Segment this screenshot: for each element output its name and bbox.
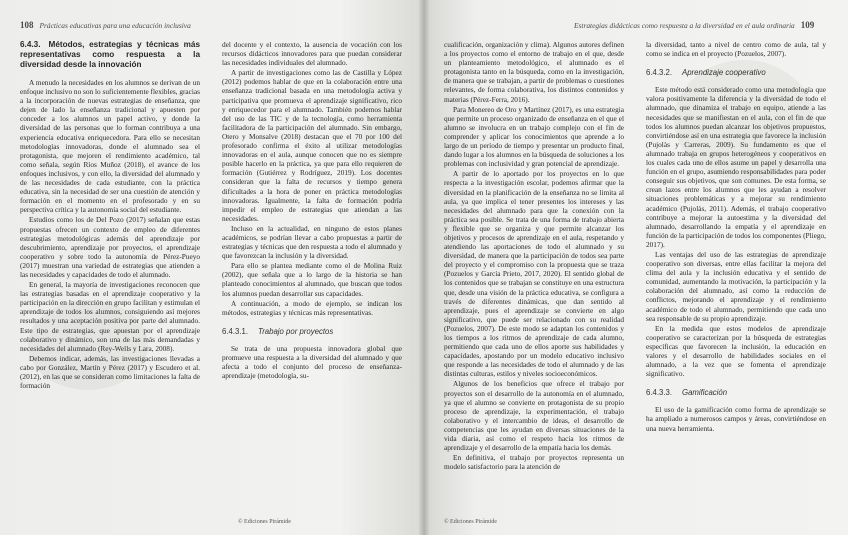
left-footer: © Ediciones Pirámide [238,519,291,525]
subsection-heading [646,68,826,77]
right-footer: © Ediciones Pirámide [444,519,497,525]
paragraph: Este método está considerado como una metodología que valora positivamente la diferencia y la diversidad de todo el alumnado, que dinamiza el trabajo en equipo, atiende a las necesidades que se manifiestan en el aula, con el fin de que todos los alumnos puedan alcanzar los objetivos propuestos, convirtiéndose así en una estrategia que favorece la inclusión (Pujolàs y Carreras, 2009). Su fundamento es que el alumnado trabaja en grupos heterogéneos y cooperativos en los cuales cada uno de ellos asume un papel y desarrolla una función en el grupo, asumiendo responsabilidades para poder conseguir sus objetivos, que son comunes. De esta forma, se crean lazos entre los alumnos que les ayudan a resolver situaciones problemáticas y a mejorar su rendimiento académico (Pujolàs, 2011). Además, el trabajo cooperativo contribuye a mejorar la autoestima y la diversidad del alumnado, desarrollando la empatía y el aprendizaje en función de la participación de todos los componentes (Pliego, 2017). [646,85,826,249]
right-running-head [574,20,814,30]
section-heading [20,40,200,70]
subsection-number: 6.4.3.1. [222,326,249,336]
left-column-1 [20,40,200,391]
left-running-head [20,20,191,30]
paragraph: Para Monereo de Oro y Martínez (2017), es una estrategia que permite un proceso organizado de enseñanza en el que el alumno se involucra en un trabajo complejo con el fin de comprender y aplicar los conocimientos que aprende a lo largo de un período de tiempo y presentar un producto final, dando lugar a los alumnos en la búsqueda de soluciones a los problemas con inclusividad y gran potencial de aprendizaje. [444,104,624,169]
paragraph: Debemos indicar, además, las investigaciones llevadas a cabo por González, Martín y Pérez (2017) y Escudero et al. (2012), en las que se consideran como limitaciones la falta de formación [20,353,200,391]
subsection-number: 6.4.3.2. [646,68,673,78]
paragraph: En definitiva, el trabajo por proyectos representa un modelo satisfactorio para la atención de [444,453,624,472]
section-number: 6.4.3. [20,40,41,49]
right-column-1 [444,40,624,472]
section-title: Métodos, estrategias y técnicas más representativas como respuesta a la diversidad desde la innovación [20,40,200,69]
subsection-title: Gamificación [682,388,728,398]
subsection-title: Aprendizaje cooperativo [682,68,766,78]
left-running-title: Prácticas educativas para una educación inclusiva [39,21,191,30]
paragraph: A continuación, a modo de ejemplo, se indican los métodos, estrategias y técnicas más representativas. [222,298,402,317]
right-column-2 [646,40,826,434]
paragraph: del docente y el contexto, la ausencia de vocación con los recursos didácticos innovadores para que puedan considerar las necesidades individuales del alumnado. [222,40,402,68]
right-page [424,0,848,535]
paragraph: En la medida que estos modelos de aprendizaje cooperativo se caracterizan por la búsqueda de estrategias específicas que favorecen la inclusión, la educación en valores y el desarrollo de habilidades sociales en el alumnado, a la vez que se fomenta el aprendizaje significativo. [646,323,826,379]
left-column-2 [222,40,402,381]
paragraph: la diversidad, tanto a nivel de centro como de aula, tal y como se indica en el proyecto (Pozuelos, 2007). [646,40,826,59]
paragraph: A menudo la necesidades en los alumnos se derivan de un enfoque inclusivo no son lo suficientemente flexibles, gracias a la incorporación de nuevas estrategias de enseñanza, que dejen de lado la enseñanza tradicional y apuesten por conceder a los alumnos un papel activo, y donde la diversidad de las personas que lo forman contribuya a una experiencia educativa enriquecedora. Para ello se necesitan metodologías innovadoras, donde el alumnado sea el protagonista, que mejoren el rendimiento académico, tal como señala, según Ríos Muñoz (2018), el avance de los enfoques inclusivos, y con ello, la diversidad del alumnado y de las necesidades de cada estudiante, con la práctica educativa, sin la necesidad de ser una cuestión de atención y formación en el momento en el profesorado y en su perspectiva crítica y la autonomía social del estudiante. [20,78,200,215]
paragraph: Estudios como los de Del Pozo (2017) señalan que estas propuestas ofrecen un contexto de empleo de diferentes estrategias metodológicas además del aprendizaje por descubrimiento, aprendizaje por proyectos, el aprendizaje cooperativo y sobre todo la autonomía de Pérez-Pueyo (2017) muestran una variedad de estrategias que atienden a las necesidades y capacidades de todo el alumnado. [20,215,200,279]
paragraph: Algunos de los beneficios que ofrece el trabajo por proyectos son el desarrollo de la autonomía en el alumnado, ya que el alumno se convierte en protagonista de su propio proceso de aprendizaje, la experimentación, el trabajo colaborativo y el intercambio de ideas, el desarrollo de competencias que les ayudan en diversas situaciones de la vida diaria, así como el respeto hacia los ritmos de aprendizaje y el desarrollo de la empatía hacia los demás. [444,379,624,453]
subsection-heading [646,388,826,397]
right-running-title: Estrategias didácticas como respuesta a la diversidad en el aula ordinaria [574,21,795,30]
paragraph: Incluso en la actualidad, en ninguno de estos planes académicos, se podrían llevar a cabo propuestas a partir de estrategias y técnicas que den respuesta a todo el alumnado y que favorezcan la inclusión y la diversidad. [222,223,402,261]
right-page-number: 109 [800,20,815,30]
paragraph: A partir de investigaciones como las de Castilla y López (2012) podemos hablar de que en la colaboración entre una enseñanza tradicional basada en una metodología activa y participativa que promueva el aprendizaje significativo, rico y enriquecedor para el alumnado. También podemos hablar del uso de las TIC y de la tecnología, como herramienta facilitadora de la participación del alumnado. Sin embargo, Otero y Monsalve (2018) destacan que el 70 por 100 del profesorado confirma el éxito al utilizar metodologías innovadoras en el aula, aunque conocen que no es siempre posible hacerlo en la práctica, ya que para ello requieren de formación (Gutiérrez y Rodríguez, 2019). Los docentes consideran que la falta de recursos y tiempo genera dificultades a la hora de poner en práctica metodologías innovadoras. Igualmente, la falta de formación podría impedir el empleo de estrategias que atiendan a las necesidades. [222,68,402,223]
paragraph: Se trata de una propuesta innovadora global que promueve una respuesta a la diversidad del alumnado y que afecta a todo el conjunto del proceso de enseñanza-aprendizaje (metodología, su- [222,343,402,381]
book-gutter [418,0,430,535]
paragraph: Para ello se plantea mediante como el de Molina Ruiz (2002), que señala que a lo largo de la historia se han planteado conocimientos al alumnado, que buscan que todos los alumnos puedan desarrollar sus capacidades. [222,261,402,298]
subsection-title: Trabajo por proyectos [258,326,334,336]
paragraph: En general, la mayoría de investigaciones reconocen que las estrategias basadas en el aprendizaje cooperativo y la participación en la dirección en grupo facilitan y estimulan el aprendizaje de todos los alumnos, consiguiendo así mejores resultados y una aceptación positiva por parte del alumnado. Este tipo de estrategias, que apuestan por el aprendizaje colaborativo y dinámico, son una de las más demandadas y necesidades del alumnado (Rey-Wells y Lara, 2008). [20,280,200,353]
subsection-number: 6.4.3.3. [646,388,673,398]
paragraph: Las ventajas del uso de las estrategias de aprendizaje cooperativo son diversas, entre ellas facilitar la mejora del clima del aula y la inclusión educativa y el sentido de comunidad, aumentando la motivación, la participación y la colaboración del alumnado, así como la reducción de conflictos, mejorando el aprendizaje y el rendimiento académico de todo el alumnado, permitiendo que cada uno sea responsable de su propio aprendizaje. [646,249,826,323]
subsection-heading [222,327,402,336]
paragraph: cualificación, organización y clima). Algunos autores definen a los proyectos como el entorno de trabajo en el que, desde un planteamiento metodológico, el alumnado es el protagonista tanto en la búsqueda, como en la investigación, de manera que se trabajan, a partir de problemas o cuestiones relevantes, de forma colaborativa, los distintos contenidos y materias (Pérez-Ferra, 2016). [444,40,624,104]
paragraph: A partir de lo aportado por los proyectos en lo que respecta a la investigación escolar, podemos afirmar que la diversidad en la planificación de la enseñanza no se limita al aula, ya que implica el tener presentes los intereses y las necesidades del alumnado para que la conexión con la práctica sea posible. Se trata de una forma de trabajo abierta y flexible que se organiza y que permite alcanzar los objetivos y procesos de aprendizaje en el aula, respetando y atendiendo las aportaciones de todo el alumnado y su diversidad, de manera que la participación de todos sea parte del proyecto y el compromiso con la propuesta que se traza (Pozuelos y García Prieto, 2017, 2020). El sentido global de los contenidos que se trabajan se constituye en una estructura que, desde una visión de la práctica educativa, se configura a través de diferentes dinámicas, que dan sentido al aprendizaje, pues el aprendizaje se convierte en algo significativo, que puede ser relacionado con su realidad (Pozuelos, 2007). De este modo se adaptan los contenidos y los tiempos a los ritmos de aprendizaje de cada alumno, permitiendo que cada uno de ellos aporte sus habilidades y capacidades, apostando por un modelo educativo inclusivo que responde a las necesidades de todo el alumnado y de las distintas culturas, estilos y niveles socioeconómicos. [444,169,624,379]
paragraph: El uso de la gamificación como forma de aprendizaje se ha ampliado a numerosos campos y áreas, convirtiéndose en una nueva herramienta. [646,405,826,433]
left-page-number: 108 [20,20,34,30]
